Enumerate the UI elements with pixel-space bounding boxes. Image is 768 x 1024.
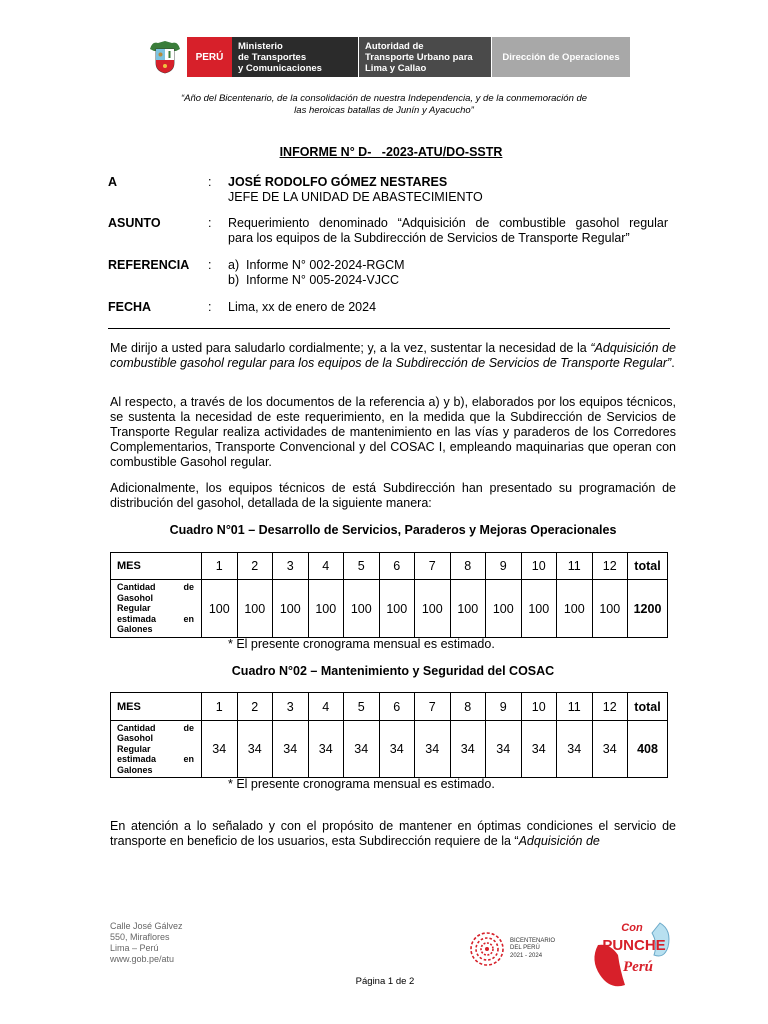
field-colon: : <box>208 216 212 230</box>
table-cell: 100 <box>521 580 557 638</box>
month-header: 2 <box>237 553 273 580</box>
month-header: 3 <box>273 553 309 580</box>
total-header: total <box>628 553 668 580</box>
recipient-position: JEFE DE LA UNIDAD DE ABASTECIMIENTO <box>228 190 483 204</box>
month-header: 4 <box>308 553 344 580</box>
peru-badge: PERÚ <box>187 37 232 77</box>
conclusion-text: En atención a lo señalado y con el propósito de mantener en óptimas condiciones el servicio de transporte en beneficio de los usuarios, esta Subdirección requiere de la “ <box>110 819 676 848</box>
month-header: 11 <box>557 693 593 721</box>
month-header: 7 <box>415 693 451 721</box>
document-title-text: INFORME N° D- -2023-ATU/DO-SSTR <box>279 145 503 159</box>
subject-line: Requerimiento denominado “Adquisición de combustible gasohol regular <box>228 216 668 230</box>
authority-box <box>359 37 491 77</box>
field-value <box>228 258 668 288</box>
document-title <box>0 145 768 159</box>
quantity-label <box>111 721 202 778</box>
separator-line <box>108 328 670 329</box>
bicentenario-icon <box>468 930 506 968</box>
month-header: 9 <box>486 553 522 580</box>
table-header-row <box>111 693 668 721</box>
qty-word: de <box>183 582 194 593</box>
ministry-line: y Comunicaciones <box>238 63 322 74</box>
field-value <box>228 175 668 205</box>
table-1-title: Cuadro N°01 – Desarrollo de Servicios, Paraderos y Mejoras Operacionales <box>169 523 617 537</box>
qty-word: Galones <box>117 624 153 635</box>
month-header: 1 <box>202 553 238 580</box>
ministry-line: de Transportes <box>238 52 307 63</box>
coat-of-arms-icon <box>143 37 187 77</box>
month-header: 9 <box>486 693 522 721</box>
quantity-label <box>111 580 202 638</box>
paragraph-programming: Adicionalmente, los equipos técnicos de está Subdirección han presentado su programación de distribución del gasohol, detallada de la siguiente manera: <box>110 481 676 510</box>
field-label: FECHA <box>108 300 152 314</box>
month-header: 5 <box>344 553 380 580</box>
table-cell: 100 <box>202 580 238 638</box>
month-header: 6 <box>379 553 415 580</box>
intro-text: Me dirijo a usted para saludarlo cordialmente; y, a la vez, sustentar la necesidad de la <box>110 341 591 355</box>
bicentenario-text <box>510 938 555 961</box>
table-cell: 100 <box>308 580 344 638</box>
year-motto <box>110 93 658 117</box>
table-cell: 34 <box>237 721 273 778</box>
total-cell: 408 <box>628 721 668 778</box>
punche-word: PUNCHE <box>602 937 666 954</box>
table-row <box>111 721 668 778</box>
table-cell: 100 <box>557 580 593 638</box>
month-header: 4 <box>308 693 344 721</box>
punche-peru: Perú <box>623 959 653 975</box>
month-header: 2 <box>237 693 273 721</box>
table-cell: 34 <box>415 721 451 778</box>
footer-address <box>110 921 183 965</box>
month-header: 8 <box>450 553 486 580</box>
table-2 <box>110 692 668 778</box>
motto-line: las heroicas batallas de Junín y Ayacucho” <box>294 105 474 116</box>
table-cell: 34 <box>450 721 486 778</box>
table-cell: 34 <box>202 721 238 778</box>
bicentenario-line: BICENTENARIO <box>510 937 556 944</box>
total-header: total <box>628 693 668 721</box>
table-cell: 100 <box>379 580 415 638</box>
ministry-line: Ministerio <box>238 41 283 52</box>
bicentenario-line: 2021 - 2024 <box>510 952 543 959</box>
intro-end: . <box>671 356 675 370</box>
month-header: 1 <box>202 693 238 721</box>
header-banner <box>143 37 630 77</box>
table-2-title: Cuadro N°02 – Mantenimiento y Seguridad del COSAC <box>231 664 555 678</box>
qty-word: en <box>183 754 194 765</box>
paragraph-conclusion <box>110 819 676 849</box>
authority-line: Lima y Callao <box>365 63 427 74</box>
reference-item: a) Informe N° 002-2024-RGCM <box>228 258 405 272</box>
table-1 <box>110 552 668 638</box>
direction-box: Dirección de Operaciones <box>492 37 630 77</box>
field-label: ASUNTO <box>108 216 161 230</box>
qty-word: Gasohol <box>117 592 154 603</box>
field-colon: : <box>208 258 212 272</box>
month-header: 8 <box>450 693 486 721</box>
qty-word: Cantidad <box>117 722 156 733</box>
website-link[interactable]: www.gob.pe/atu <box>110 954 175 964</box>
address-line: Calle José Gálvez <box>110 921 183 931</box>
ministry-box <box>232 37 358 77</box>
table-cell: 100 <box>273 580 309 638</box>
month-header: 10 <box>521 553 557 580</box>
table-cell: 100 <box>415 580 451 638</box>
field-value: Lima, xx de enero de 2024 <box>228 300 377 314</box>
qty-word: Cantidad <box>117 582 156 593</box>
month-header: 6 <box>379 693 415 721</box>
recipient-name: JOSÉ RODOLFO GÓMEZ NESTARES <box>228 175 448 189</box>
total-cell: 1200 <box>628 580 668 638</box>
bicentenario-line: DEL PERÚ <box>510 945 540 952</box>
qty-word: estimada <box>117 613 157 624</box>
table-cell: 34 <box>592 721 628 778</box>
table-cell: 100 <box>486 580 522 638</box>
month-header: 10 <box>521 693 557 721</box>
table-2-note: * El presente cronograma mensual es estimado. <box>228 777 495 791</box>
qty-word: Regular <box>117 603 151 614</box>
mes-header: MES <box>111 693 202 721</box>
table-cell: 34 <box>344 721 380 778</box>
intro-italic: “Adquisición de combustible gasohol regular para los equipos de la Subdirección de Servicios de Transporte Regular” <box>110 341 677 370</box>
reference-item: b) Informe N° 005-2024-VJCC <box>228 273 400 287</box>
field-colon: : <box>208 300 212 314</box>
month-header: 12 <box>592 553 628 580</box>
paragraph-background: Al respecto, a través de los documentos de la referencia a) y b), elaborados por los equipos técnicos, se sustenta la necesidad de este requerimiento, en la medida que la Subdirección de Servicios de Transporte Regular realiza actividades de mantenimiento en las vías y paraderos de los Corredores Complementarios, Transporte Convencional y del COSAC I, empleando maquinarias que operan con combustible Gasohol regular. <box>110 395 676 469</box>
table-cell: 100 <box>592 580 628 638</box>
table-cell: 100 <box>344 580 380 638</box>
table-1-note: * El presente cronograma mensual es estimado. <box>228 637 495 651</box>
punche-con: Con <box>621 922 643 934</box>
field-label: REFERENCIA <box>108 258 190 272</box>
month-header: 5 <box>344 693 380 721</box>
address-line: Lima – Perú <box>110 943 159 953</box>
table-cell: 34 <box>379 721 415 778</box>
table-cell: 34 <box>273 721 309 778</box>
qty-word: Galones <box>117 764 153 775</box>
month-header: 7 <box>415 553 451 580</box>
conclusion-italic: Adquisición de <box>518 834 600 848</box>
month-header: 12 <box>592 693 628 721</box>
month-header: 3 <box>273 693 309 721</box>
bicentenario-logo <box>468 930 555 968</box>
table-cell: 34 <box>521 721 557 778</box>
table-cell: 34 <box>557 721 593 778</box>
qty-word: en <box>183 613 194 624</box>
field-value <box>228 216 668 246</box>
field-colon: : <box>208 175 212 189</box>
qty-word: Gasohol <box>117 733 154 744</box>
field-label: A <box>108 175 118 189</box>
table-cell: 34 <box>486 721 522 778</box>
qty-word: Regular <box>117 743 151 754</box>
mes-header: MES <box>111 553 202 580</box>
motto-line: “Año del Bicentenario, de la consolidación de nuestra Independencia, y de la conmemoración de <box>180 93 588 104</box>
page-number: Página 1 de 2 <box>355 976 415 987</box>
table-header-row <box>111 553 668 580</box>
month-header: 11 <box>557 553 593 580</box>
authority-line: Transporte Urbano para <box>365 52 473 63</box>
address-line: 550, Miraflores <box>110 932 170 942</box>
subject-line: para los equipos de la Subdirección de Servicios de Transporte Regular” <box>228 231 630 245</box>
qty-word: estimada <box>117 754 157 765</box>
table-cell: 34 <box>308 721 344 778</box>
qty-word: de <box>183 722 194 733</box>
table-cell: 100 <box>237 580 273 638</box>
table-row <box>111 580 668 638</box>
table-cell: 100 <box>450 580 486 638</box>
authority-line: Autoridad de <box>365 41 424 52</box>
paragraph-intro <box>110 341 676 371</box>
